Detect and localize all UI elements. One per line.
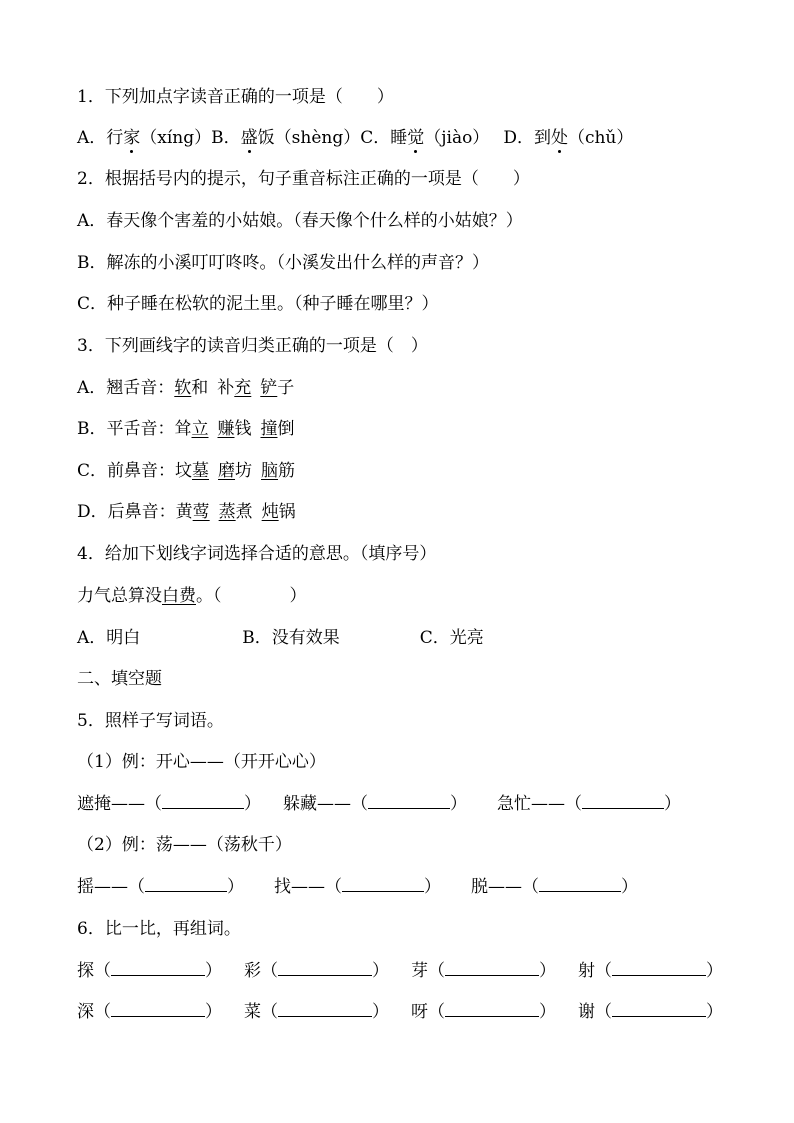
answer-blank[interactable] <box>539 876 621 892</box>
answer-blank[interactable] <box>342 876 424 892</box>
question-4-stem: 4．给加下划线字词选择合适的意思。（填序号） <box>77 544 437 564</box>
answer-blank[interactable] <box>612 960 706 976</box>
question-3-option-c: C．前鼻音：坟墓 磨坊 脑筋 <box>77 461 296 481</box>
answer-blank[interactable] <box>582 793 664 809</box>
answer-blank[interactable] <box>445 1001 539 1017</box>
answer-blank[interactable] <box>145 876 227 892</box>
answer-blank[interactable] <box>162 793 244 809</box>
answer-blank[interactable] <box>445 960 539 976</box>
answer-blank[interactable] <box>111 1001 205 1017</box>
question-2-option-b: B．解冻的小溪叮叮咚咚。（小溪发出什么样的声音？） <box>77 253 489 273</box>
question-4-options: A．明白 B．没有效果 C．光亮 <box>77 628 484 648</box>
question-5-row-1: 遮掩——（ ） 躲藏——（ ） 急忙——（ ） <box>77 794 681 814</box>
question-3-option-a: A．翘舌音：软和 补充 铲子 <box>77 378 295 398</box>
question-2-stem: 2．根据括号内的提示，句子重音标注正确的一项是（ ） <box>77 169 530 189</box>
question-6-row-1: 探（ ） 彩（ ） 芽（ ） 射（ ） <box>77 961 723 981</box>
answer-blank[interactable] <box>278 960 372 976</box>
question-6-stem: 6．比一比，再组词。 <box>77 919 241 939</box>
section-title: 二、填空题 <box>77 669 162 689</box>
question-5-stem: 5．照样子写词语。 <box>77 711 224 731</box>
question-1-stem: 1．下列加点字读音正确的一项是（ ） <box>77 87 394 107</box>
question-2-option-a: A．春天像个害羞的小姑娘。（春天像个什么样的小姑娘？） <box>77 211 523 231</box>
question-5-example-1: （1）例：开心——（开开心心） <box>77 752 326 772</box>
question-4-sentence: 力气总算没白费。（ ） <box>77 586 307 606</box>
question-5-row-2: 摇——（ ） 找——（ ） 脱——（ ） <box>77 877 638 897</box>
answer-blank[interactable] <box>278 1001 372 1017</box>
answer-blank[interactable] <box>368 793 450 809</box>
question-3-stem: 3．下列画线字的读音归类正确的一项是（ ） <box>77 336 428 356</box>
question-3-option-d: D．后鼻音：黄莺 蒸煮 炖锅 <box>77 502 296 522</box>
question-6-row-2: 深（ ） 菜（ ） 呀（ ） 谢（ ） <box>77 1002 723 1022</box>
answer-blank[interactable] <box>111 960 205 976</box>
question-5-example-2: （2）例：荡——（荡秋千） <box>77 835 292 855</box>
question-2-option-c: C．种子睡在松软的泥土里。（种子睡在哪里？） <box>77 294 439 314</box>
answer-blank[interactable] <box>612 1001 706 1017</box>
question-3-option-b: B．平舌音：耸立 赚钱 撞倒 <box>77 419 295 439</box>
question-1-options: A．行家（xíng）B．盛饭（shèng）C．睡觉（jiào） D．到处（chǔ） <box>77 128 634 148</box>
